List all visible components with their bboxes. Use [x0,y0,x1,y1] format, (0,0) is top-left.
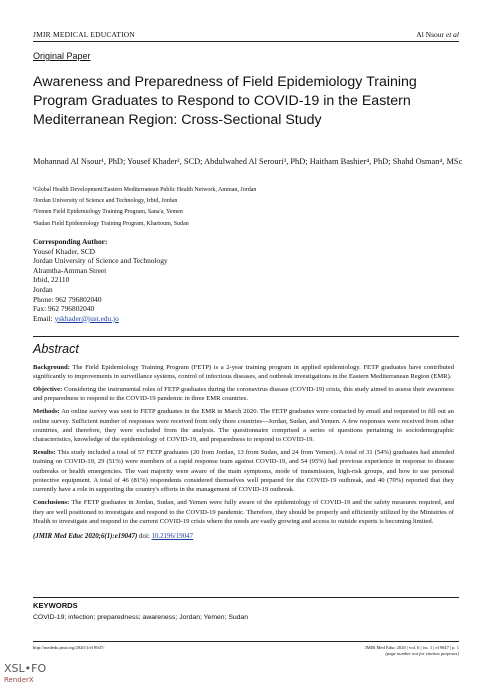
affiliation-item: ¹Global Health Development/Eastern Mediterranean Public Health Network, Amman, Jordan [33,187,257,193]
corresponding-label: Corresponding Author: [33,237,108,246]
doi-label: doi: [139,533,150,541]
section-text: Considering the instrumental roles of FETP graduates during the coronavirus disease (COVID-19) crisis, this study aimed to assess their awareness and preparedness to respond to the COVID-19 pandemic in three EMR countries. [33,386,454,403]
keywords-top-rule [33,597,459,598]
corr-line: Irbid, 22110 [33,275,70,285]
corr-line: Jordan University of Science and Technology [33,256,168,266]
section-text: This study included a total of 57 FETP graduates (20 from Jordan, 13 from Sudan, and 24 from Yemen). A total of 31 (54%) graduates had attended training on COVID-19, 29 (51%) were members of a rapid response team against COVID-19, and 54 (95%) had previous experience in response to disease outbreaks or health emergencies. The vast majority were aware of the main symptoms, mode of transmission, high-risk groups, and how to use personal protective equipment. A total of 46 (81%) respondents considered themselves well prepared for the COVID-19 outbreak, and 40 (70%) reported that they currently have a role in supporting the country's efforts in the management of COVID-19 outbreak. [33,449,454,494]
author-short: Al Nsour [416,30,444,39]
abstract-results [33,448,454,494]
affiliation-item: ³Yemen Field Epidemiology Training Program, Sana'a, Yemen [33,209,183,216]
keywords-list: COVID-19; infection; preparedness; awareness; Jordan; Yemen; Sudan [33,614,248,621]
abstract-objective [33,385,454,404]
corresponding-author [33,237,168,323]
footer-rule [33,641,459,642]
section-label: Background: [33,364,70,371]
watermark-sub: RenderX [4,676,34,684]
email-link[interactable]: yskhader@just.edu.jo [54,313,119,323]
author-header [416,30,459,39]
page-note: (page number not for citation purposes) [385,651,459,656]
journal-header: JMIR MEDICAL EDUCATION [33,30,136,39]
abstract-body [33,363,454,545]
abstract-top-rule [33,336,459,337]
corr-line: Yousef Khader, SCD [33,246,95,256]
section-label: Objective: [33,386,63,394]
abstract-methods [33,407,454,444]
corr-line: Alramtha-Amman Street [33,265,107,275]
author-list: Mohannad Al Nsour¹, PhD; Yousef Khader², SCD; Abdulwahed Al Serouri³, PhD; Haitham Bashier⁴, PhD; Shahd Osman⁴, MSc [33,157,463,166]
doi-link[interactable]: 10.2196/19047 [151,533,194,541]
section-label: Conclusions: [33,499,70,507]
citation: (JMIR Med Educ 2020;6(1):e19047) [33,533,138,541]
footer-info [365,645,459,657]
footer-url[interactable]: http://mededu.jmir.org/2020/1/e19047/ [33,645,105,650]
section-text: The FETP graduates in Jordan, Sudan, and Yemen were fully aware of the epidemiology of COVID-19 and the safety measures required, and they are well positioned to investigate and respond to the COVID-19 pandemic. Therefore, they should be properly and efficiently utilized by the Ministries of Health to investigate and respond to the current COVID-19 crisis where the needs are vastly growing and access to outside experts is becoming limited. [33,499,455,525]
email-label: Email: [33,313,55,323]
affiliation-item: ⁴Sudan Field Epidemiology Training Program, Khartoum, Sudan [33,220,189,227]
xslfo-watermark-logo [4,663,46,686]
email-line [33,314,168,324]
affiliations [33,185,256,230]
article-title: Awareness and Preparedness of Field Epidemiology Training Program Graduates to Respond to COVID-19 in the Eastern Mediterranean Region: Cross-Sectional Study [33,74,417,128]
corr-line: Jordan [33,284,53,294]
affiliation-item: ²Jordan University of Science and Technology, Irbid, Jordan [33,198,178,205]
corr-line: Fax: 962 796802040 [33,304,95,314]
abstract-heading: Abstract [33,342,79,356]
section-text: An online survey was sent to FETP graduates in the EMR in March 2020. The FETP graduates were contacted by email and requested to fill out an online survey. Sufficient number of responses were received from only three countries—Jordan, Sudan, and Yemen. A few responses were received from other countries, and therefore, they were excluded from the analysis. The questionnaire comprised a series of questions pertaining to sociodemographic characteristics, knowledge of the epidemiology of COVID-19, and preparedness to respond to COVID-19. [33,408,454,444]
corr-line: Phone: 962 796802040 [33,294,102,304]
journal-info: JMIR Med Educ 2020 | vol. 6 | iss. 1 | e19047 | p. 1 [364,645,459,650]
header-rule [33,41,459,42]
article-type: Original Paper [33,51,91,61]
keywords-heading: KEYWORDS [33,601,78,610]
et-al: et al [445,30,459,39]
section-label: Results: [33,449,56,457]
citation-line [33,532,454,541]
section-label: Methods: [33,408,60,416]
section-text: The Field Epidemiology Training Program (FETP) is a 2-year training program in applied epidemiology. FETP graduates have contributed significantly to improvements in surveillance systems, control of infectious diseases, and outbreak investigations in the Eastern Mediterranean Region (EMR). [33,364,454,381]
abstract-conclusions [33,498,454,526]
watermark-main: XSL•FO [4,662,47,675]
abstract-background [33,363,454,382]
